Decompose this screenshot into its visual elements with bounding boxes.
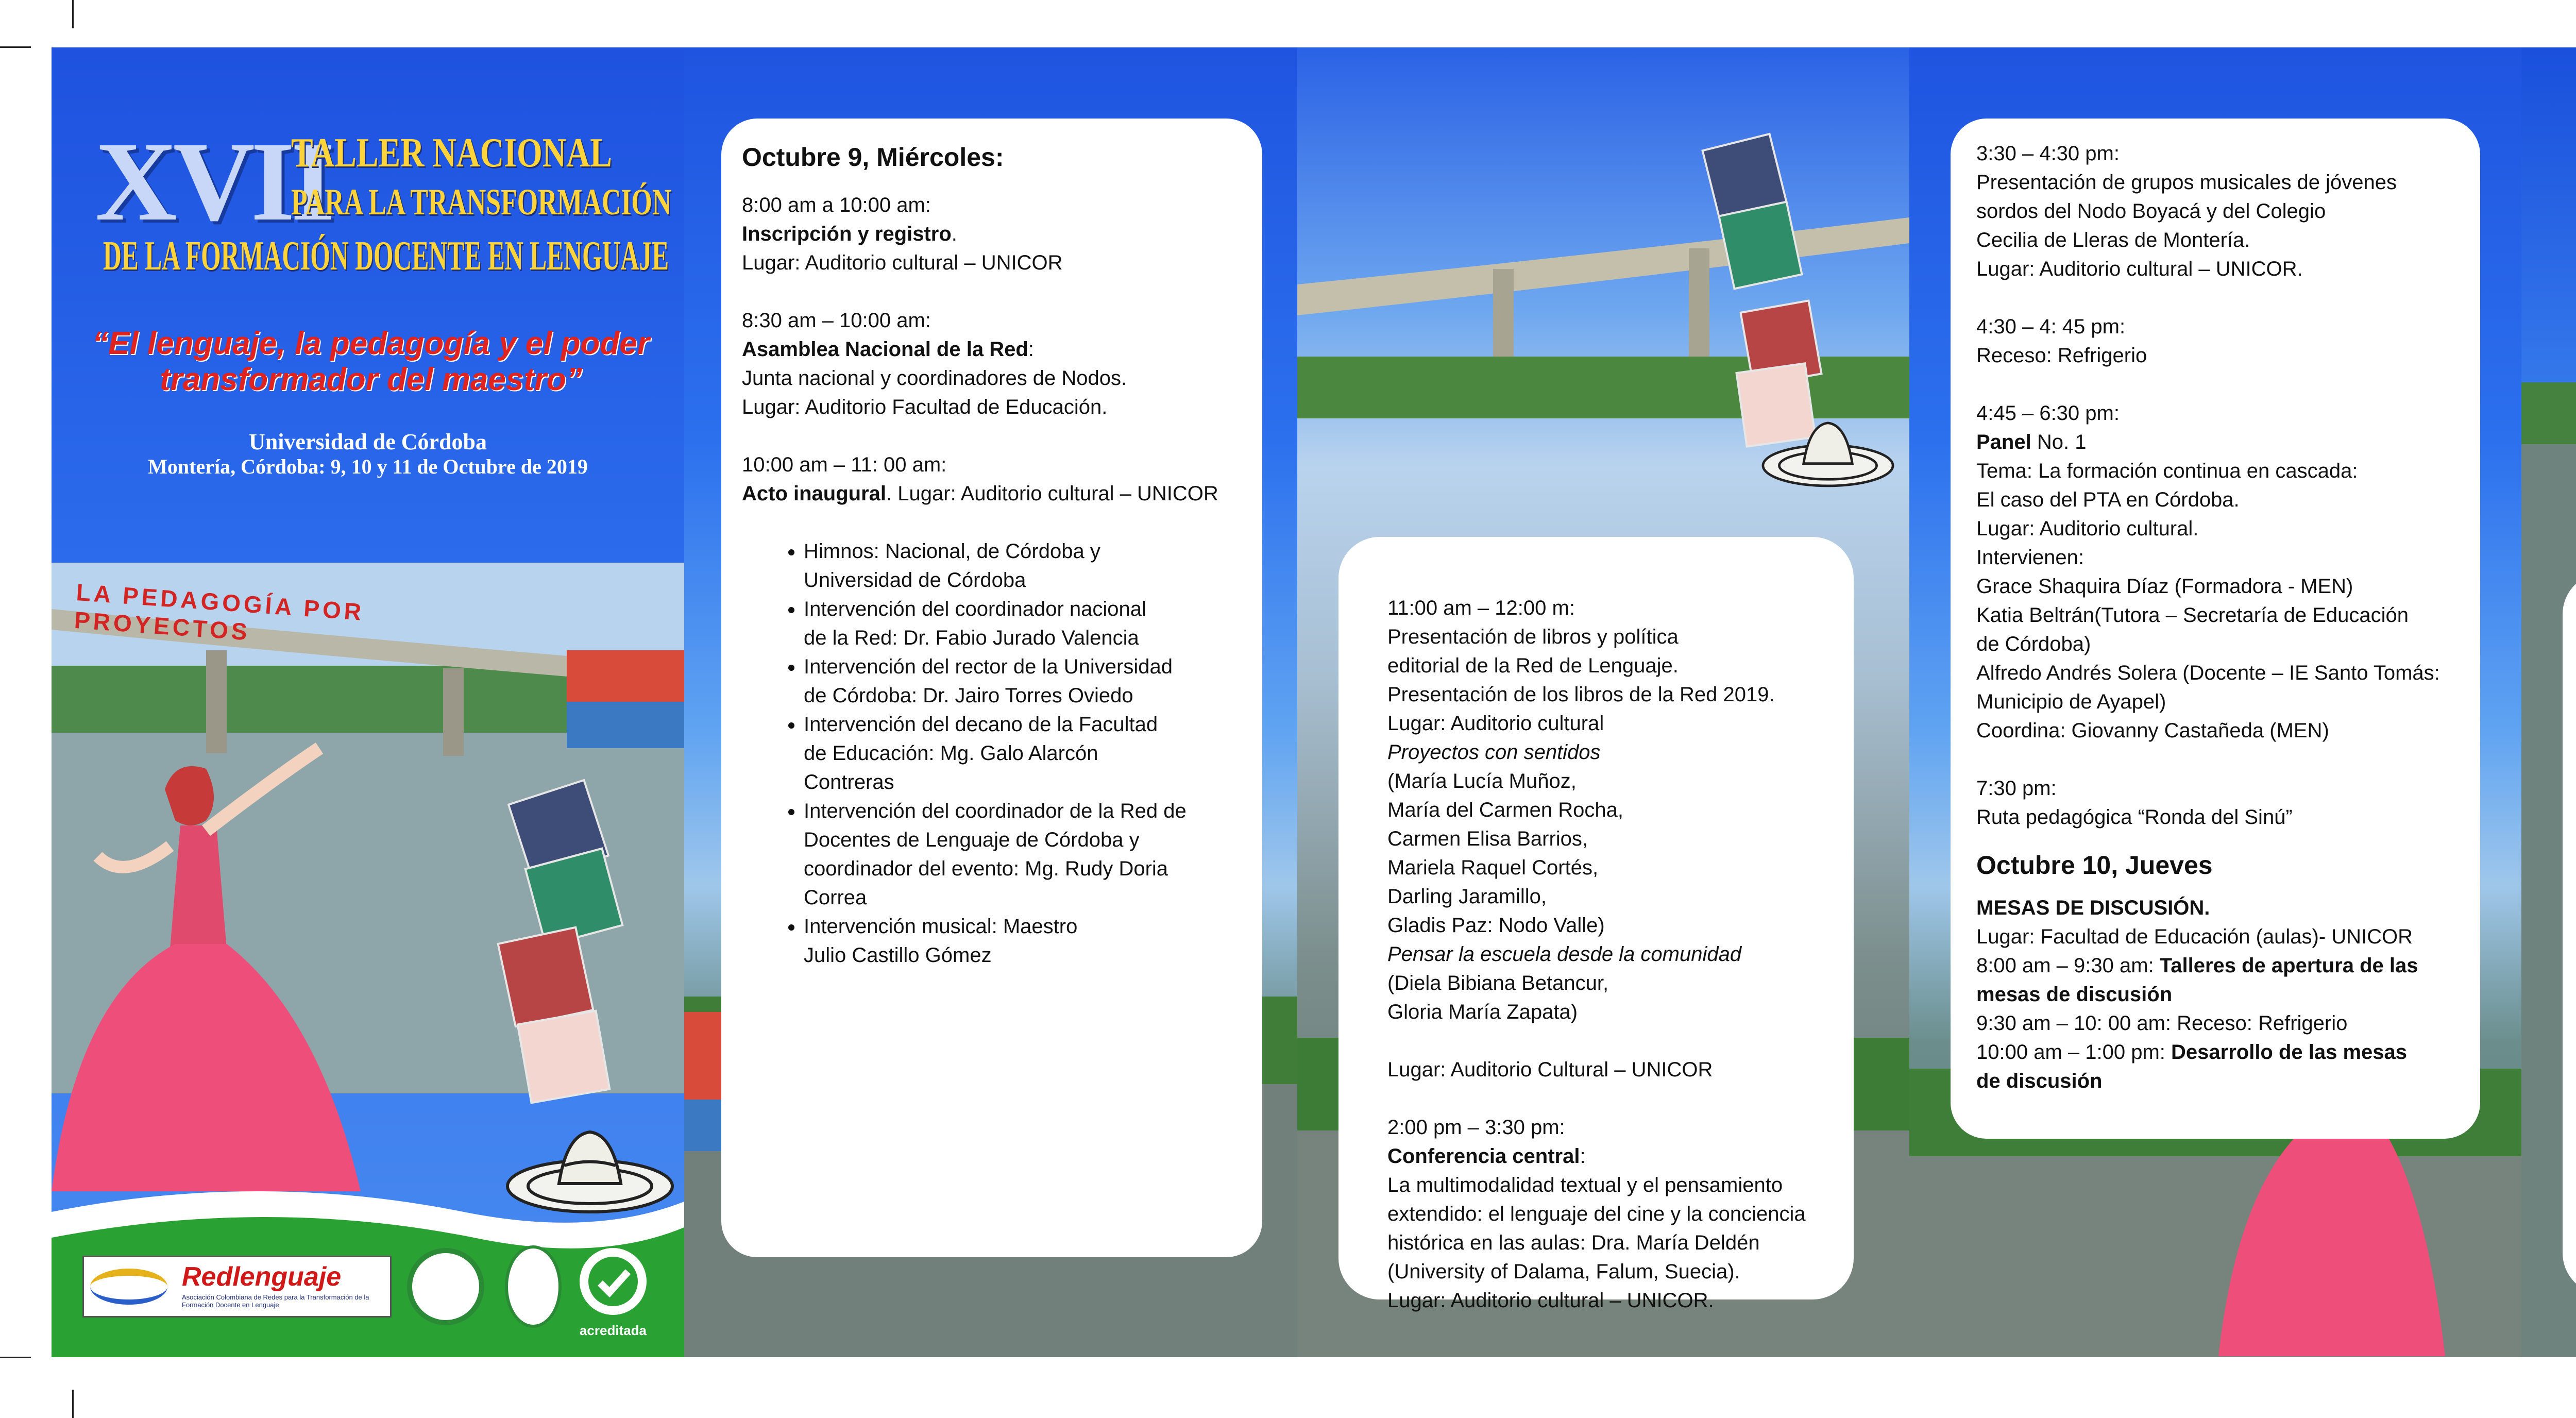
event-title-line-3: DE LA FORMACIÓN DOCENTE EN LENGUAJE (103, 233, 669, 279)
p4-line: MESAS DE DISCUSIÓN. (1976, 897, 2210, 919)
accreditation-logo (574, 1243, 652, 1341)
p4-line: Receso: Refrigerio (1976, 344, 2147, 367)
crop-mark (72, 1390, 74, 1418)
s1-place: Lugar: Auditorio cultural – UNICOR (742, 251, 1063, 274)
s2-title-text: Asamblea Nacional de la Red (742, 338, 1028, 361)
redlenguaje-logo-mark (90, 1269, 167, 1305)
slogan: “El lenguaje, la pedagogía y el poder transformador del maestro” (92, 326, 650, 397)
p4-activity: Desarrollo de las mesas (2171, 1041, 2408, 1064)
opening-program-list (742, 537, 1242, 970)
p3-line: (Diela Bibiana Betancur, (1387, 972, 1609, 994)
sombrero-vueltiao-icon (1761, 408, 1895, 491)
p3-line: María del Carmen Rocha, (1387, 799, 1623, 821)
p4-line: de Córdoba) (1976, 633, 2091, 655)
p4-line: Alfredo Andrés Solera (Docente – IE Santo Tomás: (1976, 662, 2440, 684)
p3-line: La multimodalidad textual y el pensamiento (1387, 1174, 1783, 1196)
p4-line: Lugar: Auditorio cultural. (1976, 517, 2199, 540)
list-item: • Intervención musical: Maestro Julio Castillo Gómez (804, 912, 1123, 970)
s3-title: Acto inaugural. Lugar: Auditorio cultural – UNICOR (742, 482, 1218, 505)
checkmark-icon (574, 1243, 652, 1320)
p4-line: Lugar: Facultad de Educación (aulas)- UNICOR (1976, 925, 2413, 948)
p3-line: extendido: el lenguaje del cine y la conciencia (1387, 1203, 1806, 1225)
list-item: • Intervención del rector de la Universidad de Córdoba: Dr. Jairo Torres Oviedo (804, 652, 1175, 710)
p4-line: Municipio de Ayapel) (1976, 690, 2166, 713)
p4-line: 9:30 am – 10: 00 am: Receso: Refrigerio (1976, 1012, 2348, 1035)
p3-line: Presentación de los libros de la Red 2019. (1387, 683, 1775, 706)
p4-line (1976, 951, 2460, 980)
university: Universidad de Córdoba (248, 429, 487, 454)
redlenguaje-logo-name: Redlenguaje (182, 1262, 342, 1292)
list-item: • Himnos: Nacional, de Córdoba y Universidad de Córdoba (804, 537, 1154, 595)
panel-day1-evening-day2 (1909, 47, 2521, 1357)
p4-activity: Talleres de apertura de las (2159, 954, 2418, 977)
s3-time: 10:00 am – 11: 00 am: (742, 453, 947, 476)
p4-line: 3:30 – 4:30 pm: (1976, 142, 2120, 165)
schedule-card-day2 (1951, 119, 2480, 1139)
event-title-line-1: TALLER NACIONAL (291, 130, 612, 176)
crop-mark (72, 0, 74, 28)
p3-line: Presentación de libros y política (1387, 626, 1679, 648)
place-date: Montería, Córdoba: 9, 10 y 11 de Octubre de 2019 (148, 455, 588, 478)
p4-line: 7:30 pm: (1976, 777, 2057, 800)
dancer-illustration (52, 728, 412, 1243)
p3-line: Mariela Raquel Cortés, (1387, 856, 1599, 879)
s3-title-text: Acto inaugural (742, 482, 887, 505)
day2-heading: Octubre 10, Jueves (1976, 851, 2213, 880)
schedule-card-day3 (2563, 573, 2576, 1294)
p4-time: 10:00 am – 1:00 pm: (1976, 1041, 2172, 1064)
list-item: • Intervención del coordinador de la Red de Docentes de Lenguaje de Córdoba y coordinador del evento: Mg. Rudy Doria Correa (804, 797, 1206, 912)
p4-line: Intervienen: (1976, 546, 2084, 569)
panel-day2-afternoon-day3 (2521, 47, 2576, 1357)
event-title-line-2: PARA LA TRANSFORMACIÓN (291, 181, 672, 223)
p4-line: Ruta pedagógica “Ronda del Sinú” (1976, 806, 2293, 829)
p3-book-title: Proyectos con sentidos (1387, 741, 1601, 764)
p4-panel-word: Panel (1976, 431, 2031, 453)
p3-line: Lugar: Auditorio cultural (1387, 712, 1604, 735)
accreditation-label: acreditada (579, 1323, 647, 1338)
s2-line-2: Lugar: Auditorio Facultad de Educación. (742, 396, 1108, 418)
p4-line: 4:30 – 4: 45 pm: (1976, 315, 2126, 338)
schedule-card-presentations (1338, 537, 1854, 1312)
p3-line: Lugar: Auditorio cultural – UNICOR. (1387, 1289, 1714, 1312)
university-seal-logo (407, 1248, 484, 1325)
p4-line (1976, 1038, 2460, 1067)
p4-line: de discusión (1976, 1070, 2103, 1092)
day1-heading: Octubre 9, Miércoles: (742, 143, 1004, 172)
p3-line: Gladis Paz: Nodo Valle) (1387, 914, 1605, 937)
p3-line: histórica en las aulas: Dra. María Deldén (1387, 1231, 1760, 1254)
bridge-banner: LA PEDAGOGÍA POR PROYECTOS (73, 578, 365, 646)
p4-line: Tema: La formación continua en cascada: (1976, 460, 2358, 482)
p4-line: Cecilia de Lleras de Montería. (1976, 229, 2250, 251)
book-cover (516, 1009, 611, 1104)
p3-line: editorial de la Red de Lenguaje. (1387, 654, 1679, 677)
p3-line: 11:00 am – 12:00 m: (1387, 597, 1575, 619)
schedule-card-day1 (721, 119, 1262, 1257)
p3-conference-title-text: Conferencia central (1387, 1145, 1580, 1168)
s1-time: 8:00 am a 10:00 am: (742, 194, 931, 216)
p4-panel-title (1976, 428, 2460, 457)
p4-line: El caso del PTA en Córdoba. (1976, 488, 2240, 511)
p4-panel-number: No. 1 (2031, 431, 2087, 453)
s2-line-1: Junta nacional y coordinadores de Nodos. (742, 367, 1127, 390)
s1-title: Inscripción y registro. (742, 223, 957, 245)
p4-line: Grace Shaquira Díaz (Formadora - MEN) (1976, 575, 2353, 598)
s3-place: Lugar: Auditorio cultural – UNICOR (892, 482, 1218, 505)
p4-line: Katia Beltrán(Tutora – Secretaría de Educación (1976, 604, 2409, 627)
p4-line: mesas de discusión (1976, 983, 2173, 1006)
p3-conference-title: Conferencia central: (1387, 1145, 1586, 1168)
p3-book-title: Pensar la escuela desde la comunidad (1387, 943, 1742, 966)
p4-time: 8:00 am – 9:30 am: (1976, 954, 2160, 977)
panel-presentations (1297, 47, 1909, 1357)
p3-line: Darling Jaramillo, (1387, 885, 1547, 908)
s2-title: Asamblea Nacional de la Red: (742, 338, 1034, 361)
roman-numeral: XVII (95, 119, 331, 244)
redlenguaje-logo-subtitle: Asociación Colombiana de Redes para la Transformación de la Formación Docente en Lenguaje (182, 1293, 369, 1309)
p4-line: Coordina: Giovanny Castañeda (MEN) (1976, 719, 2329, 742)
list-item: • Intervención del decano de la Facultad de Educación: Mg. Galo Alarcón Contreras (804, 710, 1175, 797)
p4-line: Presentación de grupos musicales de jóvenes (1976, 171, 2397, 194)
faculty-seal-logo (505, 1245, 562, 1328)
crop-mark (0, 46, 31, 48)
p4-line: Lugar: Auditorio cultural – UNICOR. (1976, 258, 2303, 280)
p3-line: Gloria María Zapata) (1387, 1001, 1578, 1023)
p3-line: 2:00 pm – 3:30 pm: (1387, 1116, 1565, 1139)
p3-line: Lugar: Auditorio Cultural – UNICOR (1387, 1058, 1713, 1081)
s2-time: 8:30 am – 10:00 am: (742, 309, 931, 332)
sombrero-vueltiao-icon (505, 1114, 675, 1217)
p3-line: (María Lucía Muñoz, (1387, 770, 1577, 792)
panel-day1 (684, 47, 1297, 1357)
p3-line: (University of Dalama, Falum, Suecia). (1387, 1260, 1740, 1283)
list-item: • Intervención del coordinador nacional de la Red: Dr. Fabio Jurado Valencia (804, 595, 1154, 652)
cover-panel (52, 47, 684, 1357)
redlenguaje-logo (82, 1256, 392, 1318)
p3-line: Carmen Elisa Barrios, (1387, 828, 1588, 850)
s1-title-text: Inscripción y registro (742, 223, 952, 245)
crop-mark (0, 1357, 31, 1358)
p4-line: sordos del Nodo Boyacá y del Colegio (1976, 200, 2326, 223)
p4-line: 4:45 – 6:30 pm: (1976, 402, 2120, 425)
